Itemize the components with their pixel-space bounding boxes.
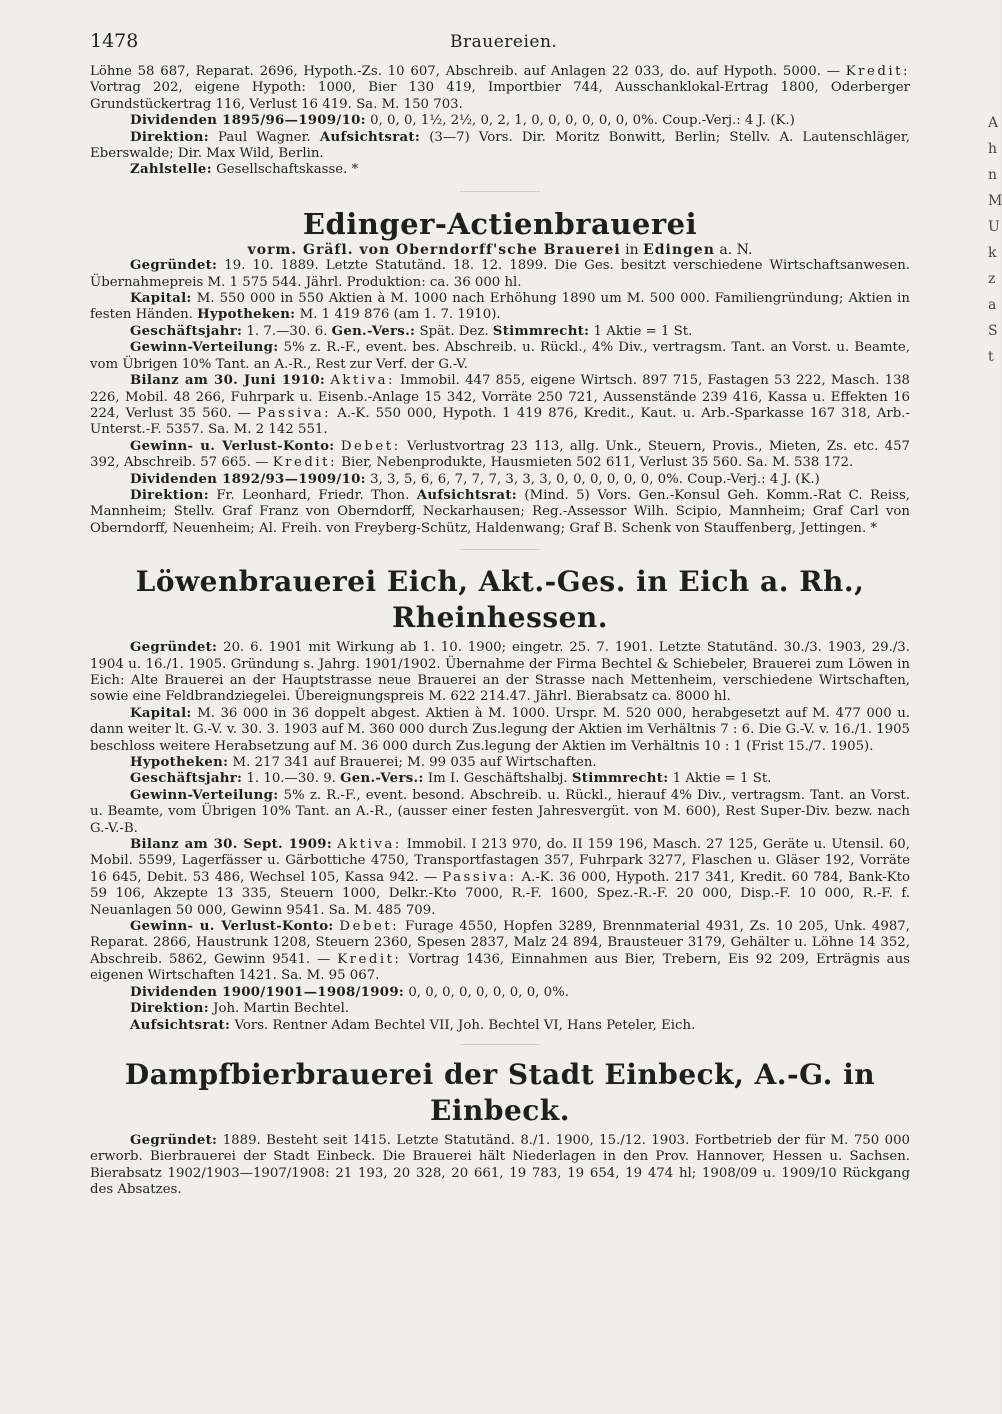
text: Immobil. 447 855, eigene Wirtsch. 897 715, Fastagen 53 222, Masch. 138 226, Mobil. 48 266, Fuhrpark u. Eisenb.-Anlage 15 342, Vorräte 250 721, Aussenstände 239 416, Kassa u. Effekten 16 224, Verlust 35 560. — [90,373,911,421]
margin-letter: k [988,245,997,261]
text: M. 550 000 in 550 Aktien à M. 1000 nach Erhöhung 1890 um M. 500 000. Familiengründung; Aktien in festen Händen. [90,291,910,323]
text: 1 Aktie = 1 St. [589,323,693,339]
gegruendet-label: Gegründet: [130,258,218,274]
margin-letter: a [988,297,997,313]
text: Spät. Dez. [415,323,493,339]
page-content [90,64,910,1199]
entry-title: Edinger-Actienbrauerei [302,206,698,241]
margin-letter: A [988,115,999,131]
entry-title: Dampfbierbrauerei der Stadt Einbeck, A.-G. in Einbeck. [124,1057,876,1127]
text: Gesellschaftskasse. * [211,162,359,178]
bilanz-paragraph [90,837,910,919]
edinger-entry [90,206,910,537]
text: Joh. Martin Bechtel. [208,1001,350,1017]
prev-entry-section [90,64,910,179]
guv-label: Gewinn- u. Verlust-Konto: [130,919,334,935]
subtitle-bold: vorm. Gräfl. von Oberndorff'sche Brauerei [247,241,621,258]
kapital-label: Kapital: [130,705,192,721]
gen-vers-label: Gen.-Vers.: [331,323,416,339]
dividenden-paragraph [90,472,910,488]
aufsichtsrat-label: Aufsichtsrat: [319,129,421,145]
text: 3, 3, 5, 6, 6, 7, 7, 7, 3, 3, 3, 0, 0, 0, 0, 0, 0, 0%. Coup.-Verj.: 4 J. (K.) [365,471,820,487]
aktiva-label: Aktiva: [330,373,395,389]
text: 20. 6. 1901 mit Wirkung ab 1. 10. 1900; eingetr. 25. 7. 1901. Letzte Statutänd. 30./3. 1903, 29./3. 1904 u. 16./1. 1905. Gründung s. Jahrg. 1901/1902. Übernahme der Firma Bechtel & Schiebeler, Brauerei zum Löwen in Eich: Alte Brauerei an der Hauptstrasse neue Brauerei an der Strasse nach Mettenheim, verschiedene Wirtschaften, sowie eine Feldbrandziegelei. Übereignungspreis M. 622 214.47. Jährl. Bierabsatz ca. 8000 hl. [90,640,910,705]
separator-line [460,549,540,550]
direktion-label: Direktion: [130,129,209,145]
gegruendet-paragraph [90,640,910,706]
einbeck-entry [90,1057,910,1199]
geschaeftsjahr-label: Geschäftsjahr: [130,323,243,339]
prev-entry-direktion [90,130,910,163]
kapital-paragraph [90,706,910,755]
text: Vortrag 202, eigene Hypoth: 1000, Bier 130 419, Importbier 744, Ausschanklokal-Ertrag 1800, Oderberger Grundstückertrag 116, Verlust 16 419. Sa. M. 150 703. [90,80,910,112]
gewinn-verteilung-label: Gewinn-Verteilung: [130,340,279,356]
aktiva-label: Aktiva: [337,837,402,853]
prev-entry-dividends [90,113,910,129]
kredit-label: Kredit: [272,455,337,471]
loewen-entry [90,564,910,1034]
text: A.-K. 550 000, Hypoth. 1 419 876, Kredit., Kaut. u. Arb.-Sparkasse 167 318, Arb.-Unterst.-F. 5357. Sa. M. 2 142 551. [90,405,910,438]
text: Bier, Nebenprodukte, Hausmieten 502 611, Verlust 35 560. Sa. M. 538 172. [336,455,854,471]
guv-label: Gewinn- u. Verlust-Konto: [130,438,335,454]
text: 19. 10. 1889. Letzte Statutänd. 18. 12. 1899. Die Ges. besitzt verschiedene Wirtschaftsanwesen. Übernahmepreis M. 1 575 544. Jährl. Produktion: ca. 36 000 hl. [90,258,910,290]
text: Paul Wagner. [208,129,320,145]
margin-letter: S [988,323,998,339]
gewinn-verteilung-paragraph [90,788,910,837]
kredit-label: Kredit: [337,951,402,967]
margin-letter: h [988,141,998,157]
text: 1 Aktie = 1 St. [668,771,772,787]
text: Furage 4550, Hopfen 3289, Brennmaterial 4931, Zs. 10 205, Unk. 4987, Reparat. 2866, Haustrunk 1208, Steuern 2360, Spesen 2837, Malz 24 894, Brausteuer 3179, Gehälter u. Löhne 14 352, Abschreib. 5862, Gewinn 9541. — [90,919,910,967]
guv-paragraph [90,919,910,985]
text: Immobil. I 213 970, do. II 159 196, Masch. 27 125, Geräte u. Utensil. 60, Mobil. 5599, Lagerfässer u. Gärbottiche 4750, Transportfastagen 357, Fuhrpark 3277, Flaschen u. Gläser 192, Vorräte 16 645, Debit. 53 486, Wechsel 105, Kassa 942. — [90,837,910,885]
debet-label: Debet: [339,919,400,935]
text: Vors. Rentner Adam Bechtel VII, Joh. Bechtel VI, Hans Peteler, Eich. [230,1017,696,1033]
text: Im I. Geschäftshalbj. [423,771,572,787]
gen-vers-label: Gen.-Vers.: [340,771,424,787]
text: (Mind. 5) Vors. Gen.-Konsul Geh. Komm.-Rat C. Reiss, Mannheim; Stellv. Graf Franz von Oberndorff, Neckarhausen; Reg.-Assessor Wilh. Scipio, Mannheim; Graf Carl von Oberndorff, Neuenheim; Al. Freih. von Freyberg-Schütz, Haldenwang; Graf B. Schenk von Stauffenberg, Jettingen. * [90,487,910,536]
text: Fr. Leonhard, Friedr. Thon. [208,487,417,503]
text: 0, 0, 0, 0, 0, 0, 0, 0, 0%. [404,984,569,1000]
text: Löhne 58 687, Reparat. 2696, Hypoth.-Zs. 10 607, Abschreib. auf Anlagen 22 033, do. auf Hypoth. 5000. — [90,64,846,79]
prev-entry-accounts [90,64,910,113]
text: M. 1 419 876 (am 1. 7. 1910). [295,307,501,323]
text: Verlustvortrag 23 113, allg. Unk., Steuern, Provis., Mieten, Zs. etc. 457 392, Abschreib. 57 665. — [90,438,911,471]
gegruendet-label: Gegründet: [130,1132,218,1148]
bilanz-label: Bilanz am 30. Juni 1910: [130,373,326,389]
geschaeftsjahr-paragraph [90,771,910,787]
kapital-paragraph [90,291,910,324]
passiva-label: Passiva: [257,405,332,421]
debet-label: Debet: [340,438,401,454]
stimmrecht-label: Stimmrecht: [492,323,590,339]
text: M. 217 341 auf Brauerei; M. 99 035 auf Wirtschaften. [228,755,597,770]
margin-letter: t [988,349,994,365]
gewinn-verteilung-label: Gewinn-Verteilung: [130,787,279,803]
text: in [620,241,644,258]
text: 5% z. R.-F., event. besond. Abschreib. u. Rückl., hierauf 4% Div., vertragsm. Tant. an Vorst. u. Beamte, vom Übrigen 10% Tant. an A.-R., (ausser einer festen Jahresvergüt. von M. 600), Rest Super-Div. bezw. nach G.-V.-B. [90,787,910,836]
running-title: Brauereien. [450,32,558,52]
dividenden-label: Dividenden 1892/93—1909/10: [130,471,366,487]
page-number: 1478 [90,30,139,52]
hypotheken-paragraph [90,755,910,771]
dividenden-label: Dividenden 1900/1901—1908/1909: [130,984,405,1000]
text: 1889. Besteht seit 1415. Letzte Statutänd. 8./1. 1900, 15./12. 1903. Fortbetrieb der für M. 750 000 erworb. Bierbrauerei der Stadt Einbeck. Die Brauerei hält Niederlagen in den Prov. Hannover, Hessen u. Sachsen. Bierabsatz 1902/1903—1907/1908: 21 193, 20 328, 20 661, 19 783, 19 654, 19 474 hl; 1908/09 u. 1909/10 Rückgang des Absatzes. [90,1132,910,1198]
margin-letter: n [988,167,998,183]
margin-letter: U [988,219,1000,235]
gewinn-verteilung-paragraph [90,340,910,373]
subtitle-place: Edingen [643,241,715,258]
aufsichtsrat-label: Aufsichtsrat: [416,487,517,503]
text: 1. 7.—30. 6. [242,323,332,339]
gegruendet-label: Gegründet: [130,640,218,656]
text: 0, 0, 0, 1½, 2½, 0, 2, 1, 0, 0, 0, 0, 0, 0, 0%. Coup.-Verj.: 4 J. (K.) [365,113,795,129]
separator-line [460,191,540,192]
margin-letter: M [988,193,1002,209]
prev-entry-zahlstelle [90,162,910,178]
entry-title: Löwenbrauerei Eich, Akt.-Ges. in Eich a. Rh., Rheinhessen. [135,565,865,635]
gegruendet-paragraph [90,1133,910,1199]
zahlstelle-label: Zahlstelle: [130,162,212,178]
direktion-label: Direktion: [130,1001,209,1017]
direktion-paragraph [90,1001,910,1017]
entry-subtitle [90,242,910,258]
direktion-label: Direktion: [130,487,209,503]
page-header [90,30,910,60]
direktion-paragraph [90,488,910,537]
gegruendet-paragraph [90,258,910,291]
margin-letters [988,110,1000,370]
text: M. 36 000 in 36 doppelt abgest. Aktien à M. 1000. Urspr. M. 520 000, herabgesetzt auf M. 477 000 u. dann weiter lt. G.-V. v. 30. 3. 1903 auf M. 360 000 durch Zus.legung der Aktien im Verhältnis 7 : 6. Die G.-V. v. 16./1. 1905 beschloss weitere Herabsetzung auf M. 36 000 durch Zus.legung der Aktien im Verhältnis 10 : 1 (Frist 15./7. 1905). [90,705,910,754]
text: a. N. [714,241,753,258]
aufsichtsrat-paragraph [90,1018,910,1034]
hypotheken-label: Hypotheken: [130,755,229,770]
dividenden-paragraph [90,985,910,1001]
stimmrecht-label: Stimmrecht: [571,771,669,787]
geschaeftsjahr-label: Geschäftsjahr: [130,771,243,787]
bilanz-paragraph [90,373,910,439]
geschaeftsjahr-paragraph [90,324,910,340]
kapital-label: Kapital: [130,291,192,307]
bilanz-label: Bilanz am 30. Sept. 1909: [130,837,333,853]
text: A.-K. 36 000, Hypoth. 217 341, Kredit. 60 784, Bank-Kto 59 106, Akzepte 13 335, Steuern 1000, Delkr.-Kto 7000, R.-F. 1600, Spez.-R.-F. 20 000, Disp.-F. 10 000, R.-F. f. Neuanlagen 50 000, Gewinn 9541. Sa. M. 485 709. [90,869,910,918]
aufsichtsrat-label: Aufsichtsrat: [130,1017,231,1033]
kredit-label: Kredit: [845,64,910,79]
text: 5% z. R.-F., event. bes. Abschreib. u. Rückl., 4% Div., vertragsm. Tant. an Vorst. u. Beamte, vom Übrigen 10% Tant. an A.-R., Rest zur Verf. der G.-V. [90,340,910,372]
hypotheken-label: Hypotheken: [197,307,296,323]
text: (3—7) Vors. Dir. Moritz Bonwitt, Berlin; Stellv. A. Lautenschläger, Eberswalde; Dir. Max Wild, Berlin. [90,129,910,162]
margin-letter: z [988,271,996,287]
text: Vortrag 1436, Einnahmen aus Bier, Trebern, Eis 92 209, Erträgnis aus eigenen Wirtschaften 1421. Sa. M. 95 067. [90,951,911,984]
guv-paragraph [90,439,910,472]
passiva-label: Passiva: [442,869,517,885]
text: 1. 10.—30. 9. [242,771,341,787]
dividends-label: Dividenden 1895/96—1909/10: [130,113,366,129]
separator-line [460,1044,540,1045]
